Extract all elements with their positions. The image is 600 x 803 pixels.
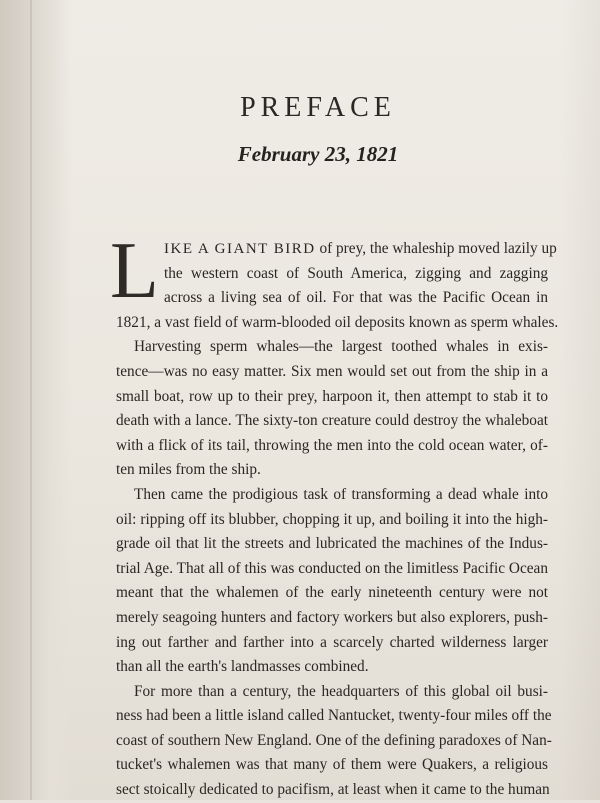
text-line: meant that the whalemen of the early nineteenth century were not [116,584,548,602]
text-line: coast of southern New England. One of the defining paradoxes of Nan- [116,731,552,749]
text-line: Harvesting sperm whales—the largest toothed whales in exis- [134,338,548,356]
text-line: For more than a century, the headquarters of this global oil busi- [134,682,548,700]
text-line: ing out farther and farther into a scarcely charted wilderness larger [116,633,548,651]
gutter-fold [30,0,32,800]
body-text [110,227,559,803]
text-line: across a living sea of oil. For that was the Pacific Ocean in [164,289,548,307]
text-line: small boat, row up to their prey, harpoon it, then attempt to stab it to [116,387,548,405]
text-line: than all the earth's landmasses combined. [116,658,369,676]
text-line: tence—was no easy matter. Six men would set out from the ship in a [116,362,548,380]
drop-cap: L [110,227,159,315]
text-line: trial Age. That all of this was conducted on the limitless Pacific Ocean [116,559,548,577]
text-line [116,237,557,262]
preface-heading: PREFACE [240,92,396,123]
text-line: oil: ripping off its blubber, chopping it up, and boiling it into the high- [116,510,548,528]
book-page [88,0,600,800]
text-line: ness had been a little island called Nantucket, twenty-four miles off the [116,707,552,725]
text-line: merely seagoing hunters and factory workers but also explorers, push- [116,608,548,626]
text-line: death with a lance. The sixty-ton creature could destroy the whaleboat [116,412,548,430]
text-line: 1821, a vast field of warm-blooded oil deposits known as sperm whales. [116,313,559,331]
text-line: sect stoically dedicated to pacifism, at least when it came to the human [116,781,550,799]
line-text: of prey, the whaleship moved lazily up [319,240,557,257]
text-line: the western coast of South America, zigging and zagging [164,264,548,282]
text-line: tucket's whalemen was that many of them were Quakers, a religious [116,756,548,774]
text-line: with a flick of its tail, throwing the men into the cold ocean water, of- [116,436,548,454]
text-line: grade oil that lit the streets and lubricated the machines of the Indus- [116,535,548,553]
lead-in-smallcaps: IKE A GIANT BIRD [164,241,316,257]
preface-date: February 23, 1821 [237,142,399,166]
text-line: ten miles from the ship. [116,461,261,479]
text-line: Then came the prodigious task of transforming a dead whale into [134,485,548,503]
book-gutter [0,0,72,800]
